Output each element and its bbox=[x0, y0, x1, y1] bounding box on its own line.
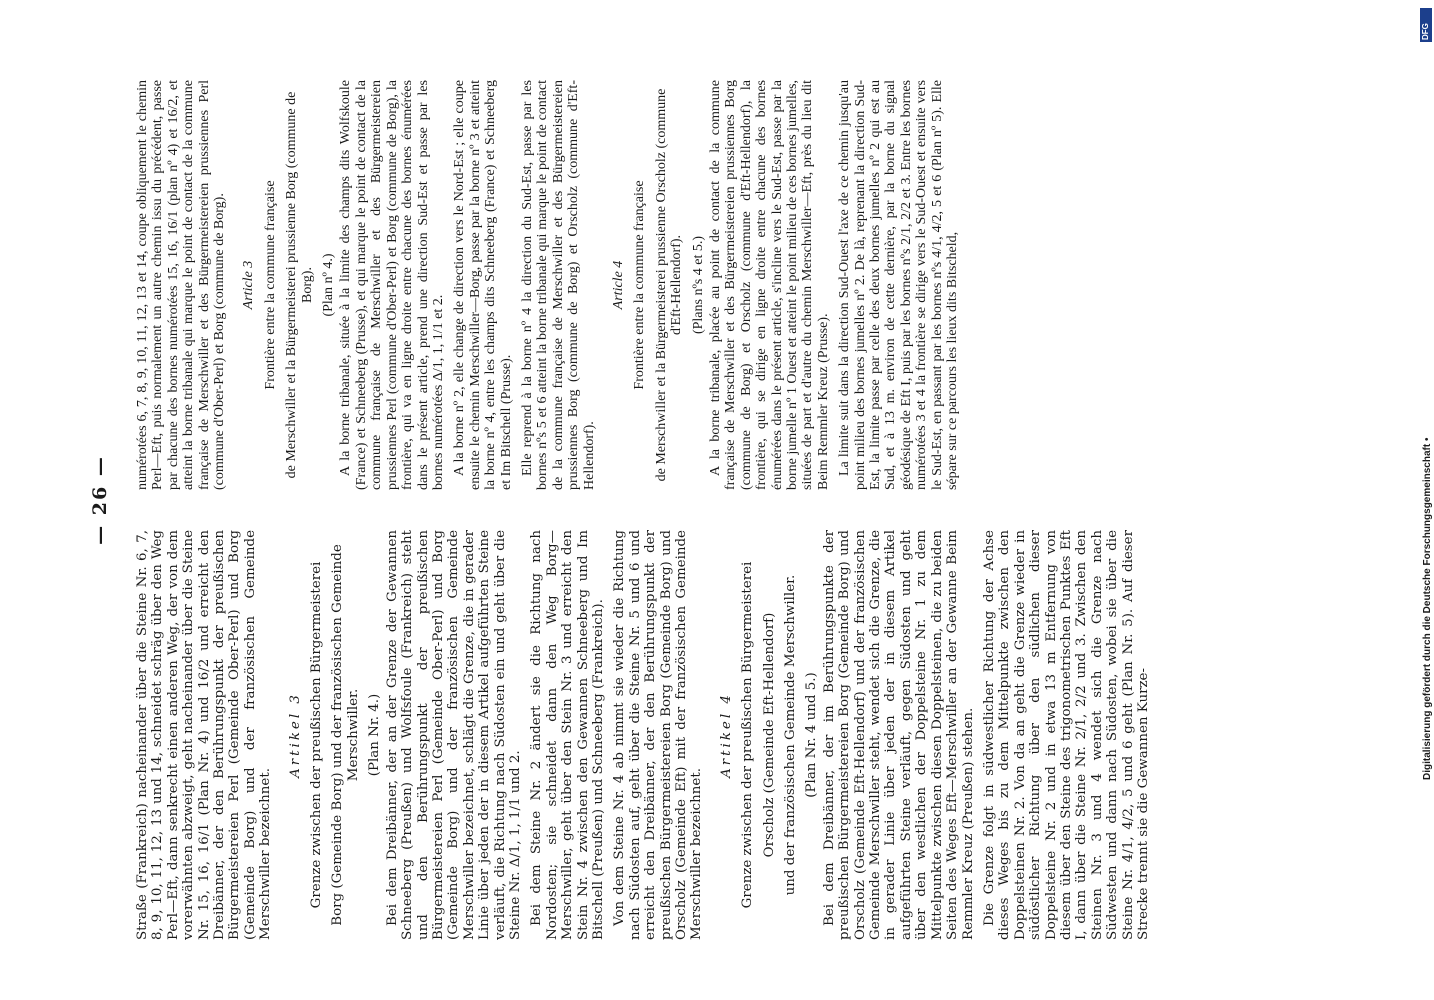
french-paragraph: La limite suit dans la direction Sud-Ouest l'axe de ce chemin jusqu'au point milieu des bornes jumelles nº 2. De là, reprenant la direction Sud-Est, la limite passe par celle des deux bornes jumelles nº 2 qui est au Sud, et à 13 m. environ de cette dernière, par la borne du signal géodésique de Eft I, puis par les bornes nºs 2/1, 2/2 et 3. Entre les bornes numérotées 3 et 4 la frontière se dirige vers le Sud-Ouest et ensuite vers le Sud-Est, en passant par les bornes nºs 4/1, 4/2, 5 et 6 (Plan nº 5). Elle sépare sur ce parcours les lieux dits Bitscheld, bbox=[837, 80, 961, 490]
french-paragraph: Elle reprend à la borne nº 4 la direction du Sud-Est, passe par les bornes nºs 5 et 6 atteint la borne tribanale qui marque le point de contact de la commune française de Merschwiller et des Bürgermeistereien prussiennes Borg (commune de Borg) et Orscholz (commune d'Eft-Hellendorf). bbox=[519, 80, 597, 490]
german-column bbox=[135, 530, 1157, 940]
german-paragraph: Straße (Frankreich) nacheinander über die Steine Nr. 6, 7, 8, 9, 10, 11, 12, 13 und 14, schneidet schräg über den Weg Perl—Eft, dann senkrecht einen anderen Weg, der von dem vorerwähnten abzweigt, geht nacheinander über die Steine Nr. 15, 16, 16/1 (Plan Nr. 4) und 16/2 und erreicht den Dreibänner, der den Berührungspunkt der preußischen Bürgermeistereien Perl (Gemeinde Ober-Perl) und Borg (Gemeinde Borg) und der französischen Gemeinde Merschwiller bezeichnet. bbox=[135, 530, 274, 940]
article-3-plan-de: (Plan Nr. 4.) bbox=[367, 693, 383, 777]
article-3-heading-de: Grenze zwischen der preußischen Bürgermeisterei bbox=[309, 561, 325, 909]
article-3-heading-de: Borg (Gemeinde Borg) und der französischen Gemeinde Merschwiller. bbox=[330, 544, 361, 926]
article-3-heading-fr: Frontière entre la commune française bbox=[262, 180, 278, 390]
digitization-stamp bbox=[1420, 20, 1432, 980]
article-4-title-de: Artikel 4 bbox=[718, 692, 734, 778]
german-paragraph: Bei dem Dreibänner, der im Berührungspunkte der preußischen Bürgermeistereien Borg (Gemeinde Borg) und Orscholz (Gemeinde Eft-Hellendorf) und der französischen Gemeinde Merschwiller steht, wendet sich die Grenze, die in gerader Linie über jeden der in diesem Artikel aufgeführten Steine verläuft, gegen Südosten und geht über den westlichen der Doppelsteine Nr. 1 zu dem Mittelpunkte zwischen diesen Doppelsteinen, die zu beiden Seiten des Weges Eft—Merschwiller an der Gewanne Beim Remmler Kreuz (Preußen) stehen. bbox=[821, 530, 976, 940]
article-4-heading-de: und der französischen Gemeinde Merschwiller. bbox=[783, 574, 799, 896]
article-4-heading-fr: de Merschwiller et la Bürgermeisterei prussienne Orscholz (commune d'Eft-Hellendorf). bbox=[653, 88, 685, 482]
german-paragraph: Die Grenze folgt in südwestlicher Richtung der Achse dieses Weges bis zu dem Mittelpunkte zwischen den Doppelsteinen Nr. 2. Von da an geht die Grenze wieder in südöstlicher Richtung über den südlichen dieser Doppelsteine Nr. 2 und in etwa 13 m Entfernung von diesem über den Steine des trigonometrischen Punktes Eft I, dann über die Steine Nr. 2/1, 2/2 und 3. Zwischen den Steinen Nr. 3 und 4 wendet sich die Grenze nach Südwesten und dann nach Südosten, wobei sie über die Steine Nr. 4/1, 4/2, 5 und 6 geht (Plan Nr. 5). Auf dieser Strecke trennt sie die Gewannen Kurze- bbox=[981, 530, 1151, 940]
rotated-page bbox=[89, 60, 1151, 940]
german-paragraph: Von dem Steine Nr. 4 ab nimmt sie wieder die Richtung nach Südosten auf, geht über die Steine Nr. 5 und 6 und erreicht den Dreibänner, der den Berührungspunkt der preußischen Bürgermeistereien Borg (Gemeinde Borg) und Orscholz (Gemeinde Eft) mit der französischen Gemeinde Merschwiller bezeichnet. bbox=[612, 530, 705, 940]
article-4-heading-fr: Frontière entre la commune française bbox=[632, 180, 648, 390]
german-paragraph: Bei dem Steine Nr. 2 ändert sie die Richtung nach Nordosten; sie schneidet dann den Weg Borg—Merschwiller, geht über den Stein Nr. 3 und erreicht den Stein Nr. 4 zwischen den Gewannen Schneeberg und Im Bitschell (Preußen) und Schneeberg (Frankreich). bbox=[529, 530, 606, 940]
french-column bbox=[135, 80, 967, 490]
article-3-heading-fr: de Merschwiller et la Bürgermeisterei prussienne Borg (commune de Borg). bbox=[284, 91, 315, 479]
article-4-title-fr: Article 4 bbox=[610, 260, 626, 310]
article-3-title-fr: Article 3 bbox=[241, 260, 257, 310]
french-paragraph: A la borne tribanale, placée au point de contact de la commune française de Merschwiller et des Bürgermeistereien prussiennes Borg (commune de Borg) et Orscholz (commune d'Eft-Hellendorf), la frontière, qui se dirige en ligne droite entre chacune des bornes énumérées dans le présent article, s'incline vers le Sud-Est, passe par la borne jumelle nº 1 Ouest et atteint le point milieu de ces bornes jumelles, situées de part et d'autre du chemin Merschwiller—Eft, près du lieu dit Beim Remmler Kreuz (Prusse). bbox=[708, 80, 831, 490]
article-3-title-de: Artikel 3 bbox=[287, 692, 303, 778]
article-4-heading-de: Orscholz (Gemeinde Eft-Hellendorf) bbox=[761, 612, 777, 858]
article-4-heading-de: Grenze zwischen der preußischen Bürgermeisterei bbox=[740, 561, 756, 909]
article-4-plan-de: (Plan Nr. 4 und 5.) bbox=[804, 672, 820, 798]
french-paragraph: A la borne tribanale, située à la limite des champs dits Wolfskoule (France) et Schneeberg (Prusse), et qui marque le point de contact de la commune française de Merschwiller et des Bürgermeistereien prussiennes Perl (commune d'Ober-Perl) et Borg (commune de Borg), la frontière, qui va en ligne droite entre chacune des bornes énumérées dans le présent article, prend une direction Sud-Est et passe par les bornes numérotées Δ/1, 1, 1/1 et 2. bbox=[338, 80, 446, 490]
french-paragraph: numérotées 6, 7, 8, 9, 10, 11, 12, 13 et 14, coupe obliquement le chemin Perl—Eft, puis normalement un autre chemin issu du précédent, passe par chacune des bornes numérotées 15, 16, 16/1 (plan nº 4) et 16/2, et atteint la borne tribanale qui marque le point de contact de la commune française de Merschwiller et des Bürgermeistereien prussiennes Perl (commune d'Ober-Perl) et Borg (commune de Borg). bbox=[135, 80, 228, 490]
page-number: — 26 — bbox=[89, 455, 111, 545]
french-paragraph: A la borne nº 2, elle change de direction vers le Nord-Est ; elle coupe ensuite le chemin Merschwiller—Borg, passe par la borne nº 3 et atteint la borne nº 4, entre les champs dits Schneeberg (France) et Schneeberg et Im Bitschell (Prusse). bbox=[452, 80, 514, 490]
article-4-plan-fr: (Plans nºs 4 et 5.) bbox=[690, 235, 706, 335]
digitization-stamp-text: Digitalisierung gefördert durch die Deutsche Forschungsgemeinschaft • bbox=[1422, 437, 1433, 780]
dfg-logo-text: DFG bbox=[1421, 23, 1430, 40]
article-3-plan-fr: (Plan nº 4.) bbox=[321, 253, 337, 317]
german-paragraph: Bei dem Dreibänner, der an der Grenze der Gewannen Schneeberg (Preußen) und Wolfsfoule (Frankreich) steht und den Berührungspunkt der preußischen Bürgermeistereien Perl (Gemeinde Ober-Perl) und Borg (Gemeinde Borg) und der französischen Gemeinde Merschwiller bezeichnet, schlägt die Grenze, die in gerader Linie über jeden der in diesem Artikel aufgeführten Steine verläuft, die Richtung nach Südosten ein und geht über die Steine Nr. Δ/1, 1, 1/1 und 2. bbox=[384, 530, 523, 940]
